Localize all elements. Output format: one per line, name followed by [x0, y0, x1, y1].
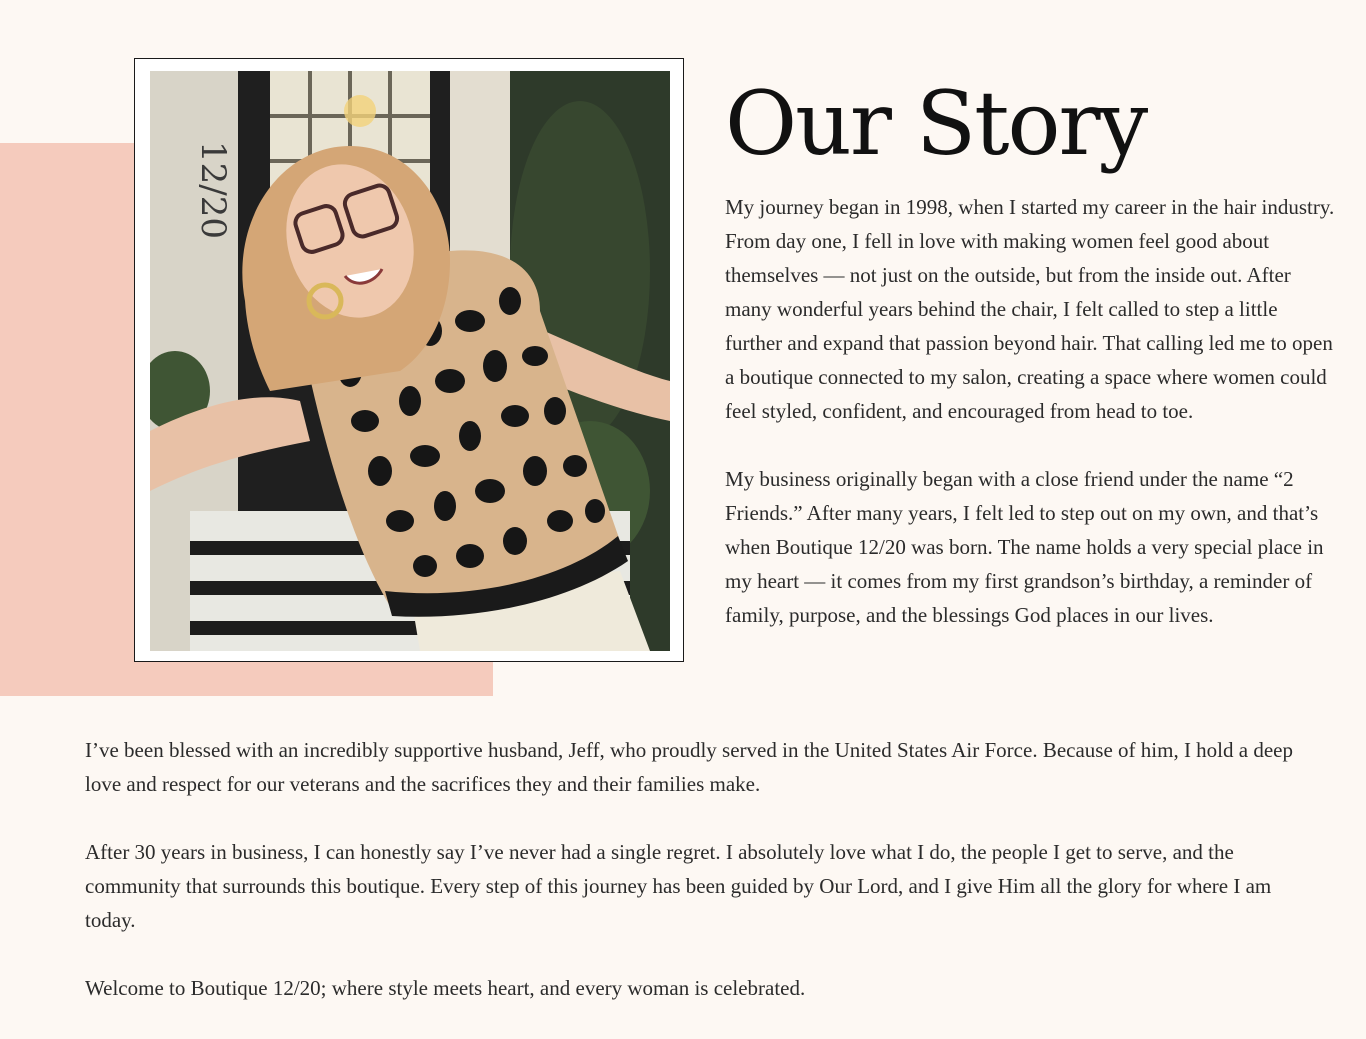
story-text-right [725, 190, 1337, 666]
story-paragraph: After 30 years in business, I can honestly say I’ve never had a single regret. I absolutely love what I do, the people I get to serve, and the community that surrounds this boutique. Every step of this journey has been guided by Our Lord, and I give Him all the glory for where I am today. [85, 840, 1272, 932]
story-paragraph: My business originally began with a close friend under the name “2 Friends.” After many years, I felt led to step out on my own, and that’s when Boutique 12/20 was born. The name holds a very special place in my heart — it comes from my first grandson’s birthday, a reminder of family, purpose, and the blessings God places in our lives. [725, 467, 1324, 627]
story-paragraph: I’ve been blessed with an incredibly supportive husband, Jeff, who proudly served in the United States Air Force. Because of him, I hold a deep love and respect for our veterans and the sacrifices they and their families make. [85, 738, 1293, 796]
story-paragraph: My journey began in 1998, when I started my career in the hair industry. From day one, I fell in love with making women feel good about themselves — not just on the outside, but from the inside out. After many wonderful years behind the chair, I felt called to step a little further and expand that passion beyond hair. That calling led me to open a boutique connected to my salon, creating a space where women could feel styled, confident, and encouraged from head to toe. [725, 195, 1335, 423]
story-paragraph: Welcome to Boutique 12/20; where style meets heart, and every woman is celebrated. [85, 976, 806, 1000]
photo-frame [134, 58, 684, 662]
story-text-bottom [85, 733, 1295, 1039]
owner-photo [150, 71, 670, 651]
house-number: 12/20 [193, 141, 233, 239]
page-title: Our Story [725, 72, 1147, 175]
